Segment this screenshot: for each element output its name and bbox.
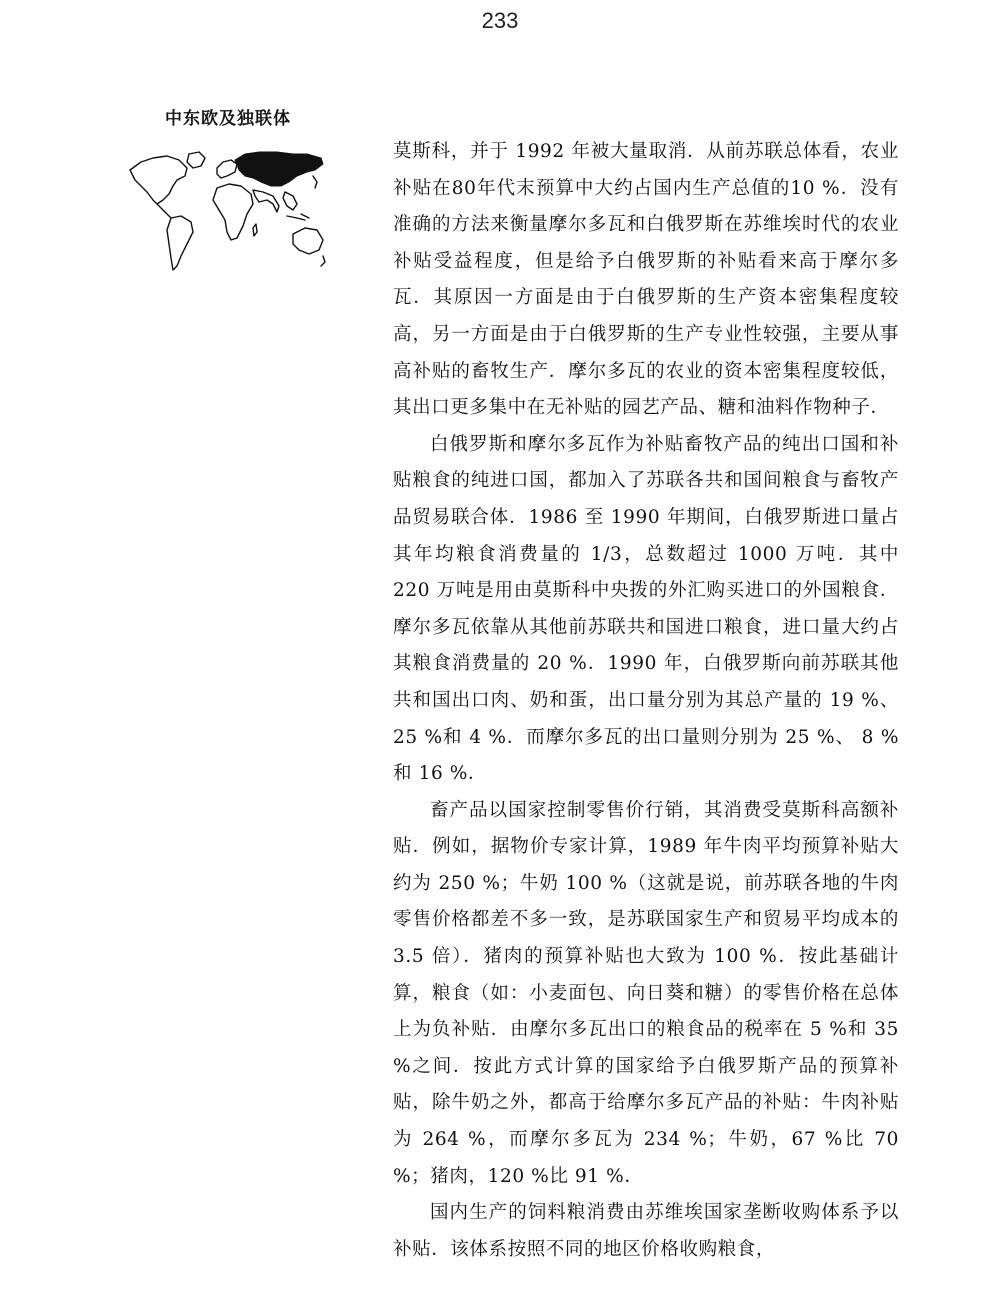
section-label: 中东欧及独联体 [165, 109, 291, 129]
south-asia-outline [253, 190, 279, 212]
body-text [393, 134, 899, 1268]
greenland-outline [187, 152, 205, 168]
south-america-outline [167, 216, 193, 270]
north-america-outline [130, 156, 187, 204]
australia-outline [293, 228, 323, 254]
africa-outline [213, 184, 253, 240]
central-america-outline [157, 204, 171, 218]
world-map-icon [127, 148, 327, 276]
paragraph-1: 莫斯科，并于 1992 年被大量取消．从前苏联总体看，农业补贴在80年代末预算中大约占国内生产总值的10 %．没有准确的方法来衡量摩尔多瓦和白俄罗斯在苏维埃时代的农业补贴受益程度，但是给予白俄罗斯的补贴看来高于摩尔多瓦．其原因一方面是由于白俄罗斯的生产资本密集程度较高，另一方面是由于白俄罗斯的生产专业性较强，主要从事高补贴的畜牧生产．摩尔多瓦的农业的资本密集程度较低，其出口更多集中在无补贴的园艺产品、糖和油料作物种子． [393, 141, 899, 419]
europe-outline [217, 160, 237, 178]
japan-outline [313, 176, 317, 188]
southeast-asia-outline [283, 192, 297, 210]
indonesia-outline [287, 214, 309, 220]
page-number: 233 [481, 8, 519, 33]
new-zealand-outline [321, 256, 325, 266]
paragraph-3: 畜产品以国家控制零售价行销，其消费受莫斯科高额补贴．例如，据物价专家计算，1989 年牛肉平均预算补贴大约为 250 %；牛奶 100 %（这就是说，前苏联各地的牛肉零售价格都差不多一致，是苏联国家生产和贸易平均成本的 3.5 倍）．猪肉的预算补贴也大致为 100 %．按此基础计算，粮食（如：小麦面包、向日葵和糖）的零售价格在总体上为负补贴．由摩尔多瓦出口的粮食品的税率在 5 %和 35 %之间．按此方式计算的国家给予白俄罗斯产品的预算补贴，除牛奶之外，都高于给摩尔多瓦产品的补贴：牛肉补贴为 264 %，而摩尔多瓦为 234 %；牛奶，67 %比 70 %；猪肉，120 %比 91 %． [393, 799, 899, 1187]
paragraph-4: 国内生产的饲料粮消费由苏维埃国家垄断收购体系予以补贴．该体系按照不同的地区价格收购粮食， [393, 1202, 899, 1260]
highlighted-region [235, 152, 323, 186]
paragraph-2: 白俄罗斯和摩尔多瓦作为补贴畜牧产品的纯出口国和补贴粮食的纯进口国，都加入了苏联各共和国间粮食与畜牧产品贸易联合体．1986 至 1990 年期间，白俄罗斯进口量占其年均粮食消费量的 1/3，总数超过 1000 万吨．其中 220 万吨是用由莫斯科中央拨的外汇购买进口的外国粮食．摩尔多瓦依靠从其他前苏联共和国进口粮食，进口量大约占其粮食消费量的 20 %．1990 年，白俄罗斯向前苏联其他共和国出口肉、奶和蛋，出口量分别为其总产量的 19 %、 25 %和 4 %．而摩尔多瓦的出口量则分别为 25 %、 8 %和 16 %． [393, 433, 899, 785]
madagascar-outline [253, 224, 257, 236]
